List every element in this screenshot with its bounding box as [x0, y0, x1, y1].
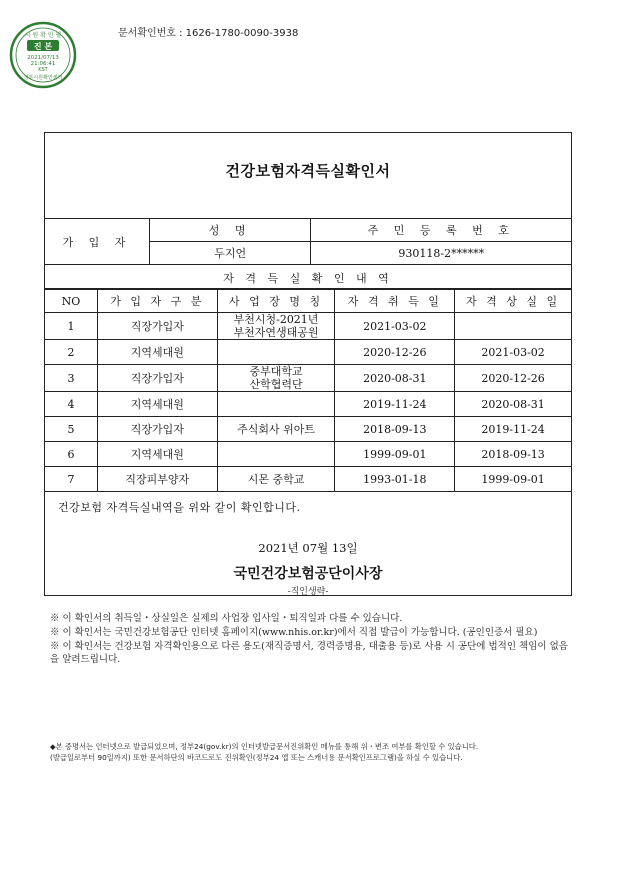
footer-line: (발급일로부터 90일까지) 또한 문서하단의 바코드로도 진위확인(정부24 앱 또는 스캐너용 문서확인프로그램)을 하실 수 있습니다.	[50, 753, 463, 762]
row-number: 5	[45, 417, 98, 442]
page-title: 건강보험자격득실확인서	[225, 162, 391, 180]
acquired-date: 2019-11-24	[335, 392, 455, 417]
subscriber-table	[44, 218, 572, 265]
footer-line: ◆본 증명서는 인터넷으로 발급되었으며, 정부24(gov.kr)의 인터넷발급문서진위확인 메뉴를 통해 위・변조 여부를 확인할 수 있습니다.	[50, 742, 479, 751]
lost-date: 2020-08-31	[455, 392, 572, 417]
acquired-date: 2021-03-02	[335, 313, 455, 340]
resident-id-header: 주 민 등 록 번 호	[311, 219, 572, 242]
history-header-row	[45, 290, 572, 313]
column-header-no: NO	[45, 290, 98, 313]
workplace-name	[217, 392, 335, 417]
subscriber-type: 지역세대원	[97, 392, 217, 417]
workplace-name: 시몬 중학교	[217, 467, 335, 492]
column-header-lost: 자 격 상 실 일	[455, 290, 572, 313]
note-item: ※ 이 확인서는 건강보험 자격확인용으로 다른 용도(재직증명서, 경력증명용, 대출용 등)로 사용 시 공단에 법적인 책임이 없음을 알려드립니다.	[50, 641, 568, 665]
row-number: 4	[45, 392, 98, 417]
acquired-date: 2018-09-13	[335, 417, 455, 442]
history-table	[44, 289, 572, 492]
history-section-title: 자 격 득 실 확 인 내 역	[44, 268, 572, 289]
workplace-name	[217, 442, 335, 467]
acquired-date: 2020-08-31	[335, 365, 455, 392]
table-row	[45, 313, 572, 340]
subscriber-name: 두지언	[149, 242, 311, 265]
row-number: 7	[45, 467, 98, 492]
note-item: ※ 이 확인서는 국민건강보험공단 인터넷 홈페이지(www.nhis.or.kr)에서 직접 발급이 가능합니다. (공인인증서 필요)	[50, 627, 538, 638]
seal-date-text: 2021/07/13	[27, 55, 59, 61]
subscriber-type: 지역세대원	[97, 442, 217, 467]
subscriber-type: 직장가입자	[97, 417, 217, 442]
acquired-date: 2020-12-26	[335, 340, 455, 365]
lost-date: 2019-11-24	[455, 417, 572, 442]
authenticity-seal	[9, 21, 77, 89]
acquired-date: 1993-01-18	[335, 467, 455, 492]
subscriber-type: 직장피부양자	[97, 467, 217, 492]
note-item: ※ 이 확인서의 취득일・상실일은 실제의 사업장 입사일・퇴직일과 다를 수 있습니다.	[50, 613, 403, 624]
issuer-stamp-note: -직인생략-	[287, 587, 329, 597]
row-number: 1	[45, 313, 98, 340]
table-row	[45, 392, 572, 417]
lost-date: 2021-03-02	[455, 340, 572, 365]
table-row	[45, 340, 572, 365]
subscriber-type: 지역세대원	[97, 340, 217, 365]
footer-notice	[50, 741, 575, 763]
table-row	[45, 365, 572, 392]
seal-main-text: 진 본	[33, 42, 53, 51]
column-header-type: 가 입 자 구 분	[97, 290, 217, 313]
lost-date: 1999-09-01	[455, 467, 572, 492]
lost-date: 2020-12-26	[455, 365, 572, 392]
confirmation-text: 건강보험 자격득실내역을 위와 같이 확인합니다.	[58, 501, 301, 514]
name-header: 성 명	[149, 219, 311, 242]
lost-date	[455, 313, 572, 340]
subscriber-type: 직장가입자	[97, 313, 217, 340]
issue-date: 2021년 07월 13일	[258, 541, 358, 555]
notes	[50, 612, 572, 667]
seal-top-text: 시 원 확 인 필	[24, 32, 62, 39]
workplace-name	[217, 340, 335, 365]
workplace-name: 주식회사 위아트	[217, 417, 335, 442]
seal-timezone-text: KST	[38, 67, 48, 73]
row-number: 3	[45, 365, 98, 392]
seal-time-text: 21:06:41	[30, 61, 56, 67]
subscriber-label: 가 입 자	[45, 219, 150, 265]
table-row	[45, 417, 572, 442]
column-header-workplace: 사 업 장 명 칭	[217, 290, 335, 313]
column-header-acquired: 자 격 취 득 일	[335, 290, 455, 313]
seal-bottom-text: 정부시원확인센터	[23, 75, 63, 81]
document-number: 문서확인번호 : 1626-1780-0090-3938	[118, 28, 299, 39]
table-row	[45, 442, 572, 467]
workplace-name: 부천시청-2021년 부천자연생태공원	[217, 313, 335, 340]
subscriber-resident-id: 930118-2******	[311, 242, 572, 265]
workplace-name: 중부대학교 산학협력단	[217, 365, 335, 392]
table-row	[45, 467, 572, 492]
issuer-name: 국민건강보험공단이사장	[233, 566, 383, 582]
acquired-date: 1999-09-01	[335, 442, 455, 467]
lost-date: 2018-09-13	[455, 442, 572, 467]
row-number: 2	[45, 340, 98, 365]
row-number: 6	[45, 442, 98, 467]
subscriber-type: 직장가입자	[97, 365, 217, 392]
